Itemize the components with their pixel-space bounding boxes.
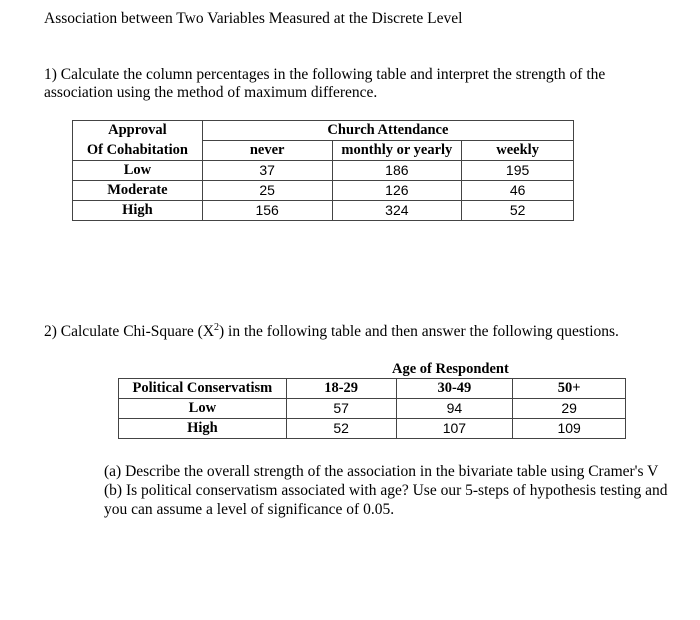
row-header-approval: Approval: [73, 121, 203, 141]
cell-value: 25: [202, 181, 332, 201]
question-2: [44, 322, 619, 341]
column-header-never: never: [202, 141, 332, 161]
question-1-line-1: 1) Calculate the column percentages in the following table and interpret the strength of the: [44, 66, 606, 83]
column-header-50-plus: 50+: [513, 379, 626, 399]
sub-questions: [104, 462, 694, 519]
sub-question-b-line-1: (b) Is political conservatism associated with age? Use our 5-steps of hypothesis testing and: [104, 482, 668, 499]
question-2-superscript: 2: [214, 322, 220, 333]
row-label: High: [119, 419, 287, 439]
row-header-cohabitation: Of Cohabitation: [73, 141, 203, 161]
table-row: [73, 161, 574, 181]
question-1-line-2: association using the method of maximum difference.: [44, 84, 378, 101]
page-title: Association between Two Variables Measured at the Discrete Level: [44, 10, 463, 27]
column-group-header: Church Attendance: [202, 121, 573, 141]
cell-value: 195: [462, 161, 574, 181]
cell-value: 94: [396, 399, 513, 419]
cell-value: 46: [462, 181, 574, 201]
political-conservatism-table: [118, 378, 626, 439]
cell-value: 52: [286, 419, 396, 439]
sub-question-a: (a) Describe the overall strength of the association in the bivariate table using Cramer's V: [104, 463, 659, 480]
church-attendance-table: [72, 120, 574, 221]
column-header-weekly: weekly: [462, 141, 574, 161]
column-header-monthly: monthly or yearly: [332, 141, 462, 161]
cell-value: 57: [286, 399, 396, 419]
cell-value: 29: [513, 399, 626, 419]
cell-value: 52: [462, 201, 574, 221]
row-label: Moderate: [73, 181, 203, 201]
column-header-18-29: 18-29: [286, 379, 396, 399]
question-2-text-after: ) in the following table and then answer the following questions.: [219, 323, 619, 341]
cell-value: 324: [332, 201, 462, 221]
table-row: [73, 201, 574, 221]
table-row: [119, 399, 626, 419]
column-header-30-49: 30-49: [396, 379, 513, 399]
row-label: Low: [73, 161, 203, 181]
question-2-text-before: 2) Calculate Chi-Square (X: [44, 323, 215, 341]
table-row: [119, 419, 626, 439]
row-label: High: [73, 201, 203, 221]
table-row: [73, 181, 574, 201]
sub-question-b-line-2: you can assume a level of significance of 0.05.: [104, 501, 395, 518]
cell-value: 107: [396, 419, 513, 439]
cell-value: 109: [513, 419, 626, 439]
cell-value: 186: [332, 161, 462, 181]
row-header-conservatism: Political Conservatism: [119, 379, 287, 399]
question-1: [44, 66, 644, 102]
row-label: Low: [119, 399, 287, 419]
cell-value: 156: [202, 201, 332, 221]
cell-value: 126: [332, 181, 462, 201]
age-column-group-header: Age of Respondent: [392, 361, 509, 377]
cell-value: 37: [202, 161, 332, 181]
